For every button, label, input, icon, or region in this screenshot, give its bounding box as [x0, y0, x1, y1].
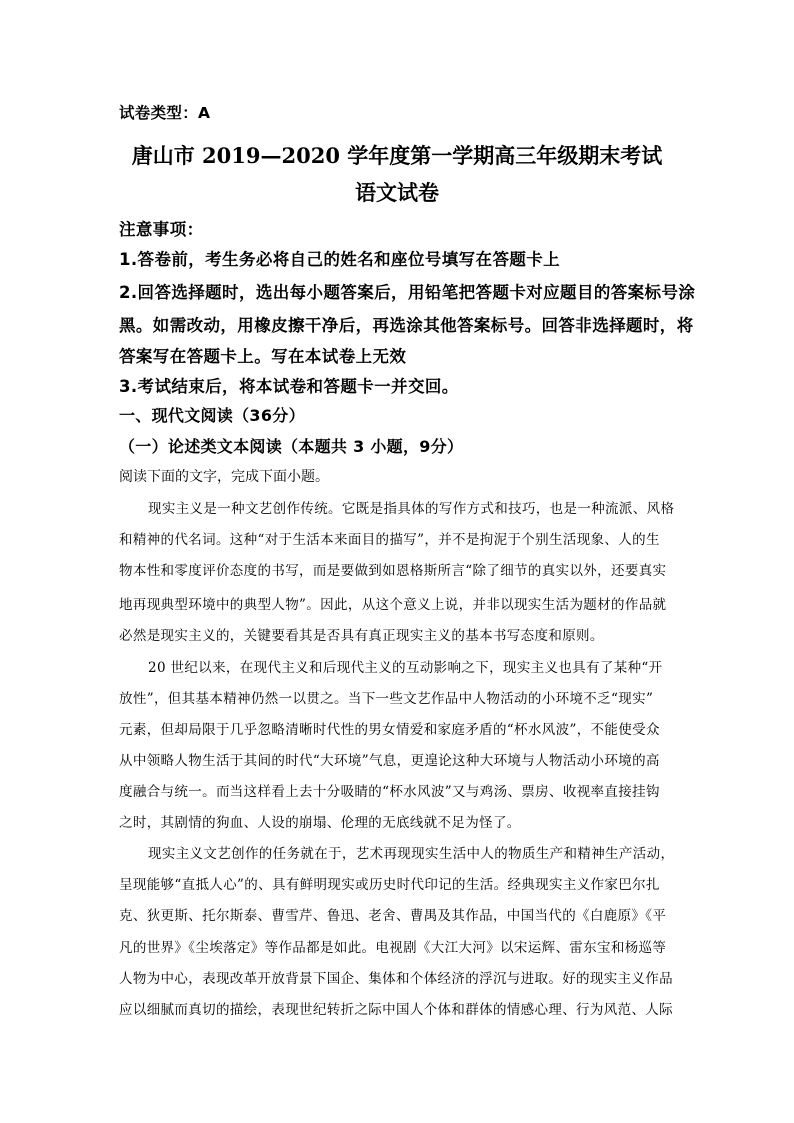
exam-subtitle: 语文试卷 — [355, 180, 439, 205]
passage-line: 20 世纪以来，在现代主义和后现代主义的互动影响之下，现实主义也具有了某种“开 — [148, 660, 663, 676]
passage-line: 人物为中心，表现改革开放背景下国企、集体和个体经济的浮沉与进取。好的现实主义作品 — [119, 971, 673, 987]
paper-type-label: 试卷类型：A — [119, 104, 211, 122]
passage-line: 之时，其剧情的狗血、人设的崩塌、伦理的无底线就不足为怪了。 — [119, 815, 521, 831]
passage-line: 物本性和零度评价态度的书写，而是要做到如恩格斯所言“除了细节的真实以外，还要真实 — [119, 563, 667, 579]
passage-line: 从中领略人物生活于其间的时代“大环境”气息，更遑论这种大环境与人物活动小环境的高 — [119, 753, 660, 769]
passage-line: 和精神的代名词。这种“对于生活本来面目的描写”，并不是拘泥于个别生活现象、人的生 — [119, 532, 660, 548]
reading-instruction: 阅读下面的文字，完成下面小题。 — [119, 469, 329, 485]
notice-heading: 注意事项： — [119, 220, 204, 239]
notice-line: 2.回答选择题时，选出每小题答案后，用铅笔把答题卡对应题目的答案标号涂 — [119, 283, 696, 302]
passage-line: 应以细腻而真切的描绘，表现世纪转折之际中国人个体和群体的情感心理、行为风范、人际 — [119, 1002, 673, 1018]
exam-title: 唐山市 2019—2020 学年度第一学期高三年级期末考试 — [131, 143, 663, 168]
section-heading: 一、现代文阅读（36分） — [119, 406, 305, 425]
passage-line: 放性”，但其基本精神仍然一以贯之。当下一些文艺作品中人物活动的小环境不乏“现实” — [119, 691, 654, 707]
passage-line: 元素，但却局限于几乎忽略清晰时代性的男女情爱和家庭矛盾的“杯水风波”，不能使受众 — [119, 722, 660, 738]
passage-line: 呈现能够“直抵人心”的、具有鲜明现实或历史时代印记的生活。经典现实主义作家巴尔扎 — [119, 877, 660, 893]
passage-line: 必然是现实主义的，关键要看其是否具有真正现实主义的基本书写态度和原则。 — [119, 628, 604, 644]
passage-line: 地再现典型环境中的典型人物”。因此，从这个意义上说，并非以现实生活为题材的作品就 — [119, 597, 667, 613]
notice-line: 3.考试结束后，将本试卷和答题卡一并交回。 — [119, 377, 459, 396]
passage-line: 度融合与统一。而当这样看上去十分吸睛的“杯水风波”又与鸡汤、票房、收视率直接挂钩 — [119, 784, 660, 800]
notice-line: 1.答卷前，考生务必将自己的姓名和座位号填写在答题卡上 — [119, 250, 561, 269]
subsection-heading: （一）论述类文本阅读（本题共 3 小题，9分） — [119, 437, 464, 456]
notice-line: 答案写在答题卡上。写在本试卷上无效 — [119, 347, 407, 366]
passage-line: 现实主义是一种文艺创作传统。它既是指具体的写作方式和技巧，也是一种流派、风格 — [148, 501, 675, 517]
passage-line: 现实主义文艺创作的任务就在于，艺术再现现实生活中人的物质生产和精神生产活动， — [148, 846, 675, 862]
passage-line: 克、狄更斯、托尔斯泰、曹雪芹、鲁迅、老舍、曹禺及其作品，中国当代的《白鹿原》《平 — [119, 908, 667, 924]
notice-line: 黑。如需改动，用橡皮擦干净后，再选涂其他答案标号。回答非选择题时，将 — [119, 316, 694, 335]
passage-line: 凡的世界》《尘埃落定》等作品都是如此。电视剧《大江大河》以宋运辉、雷东宝和杨巡等 — [119, 940, 667, 956]
